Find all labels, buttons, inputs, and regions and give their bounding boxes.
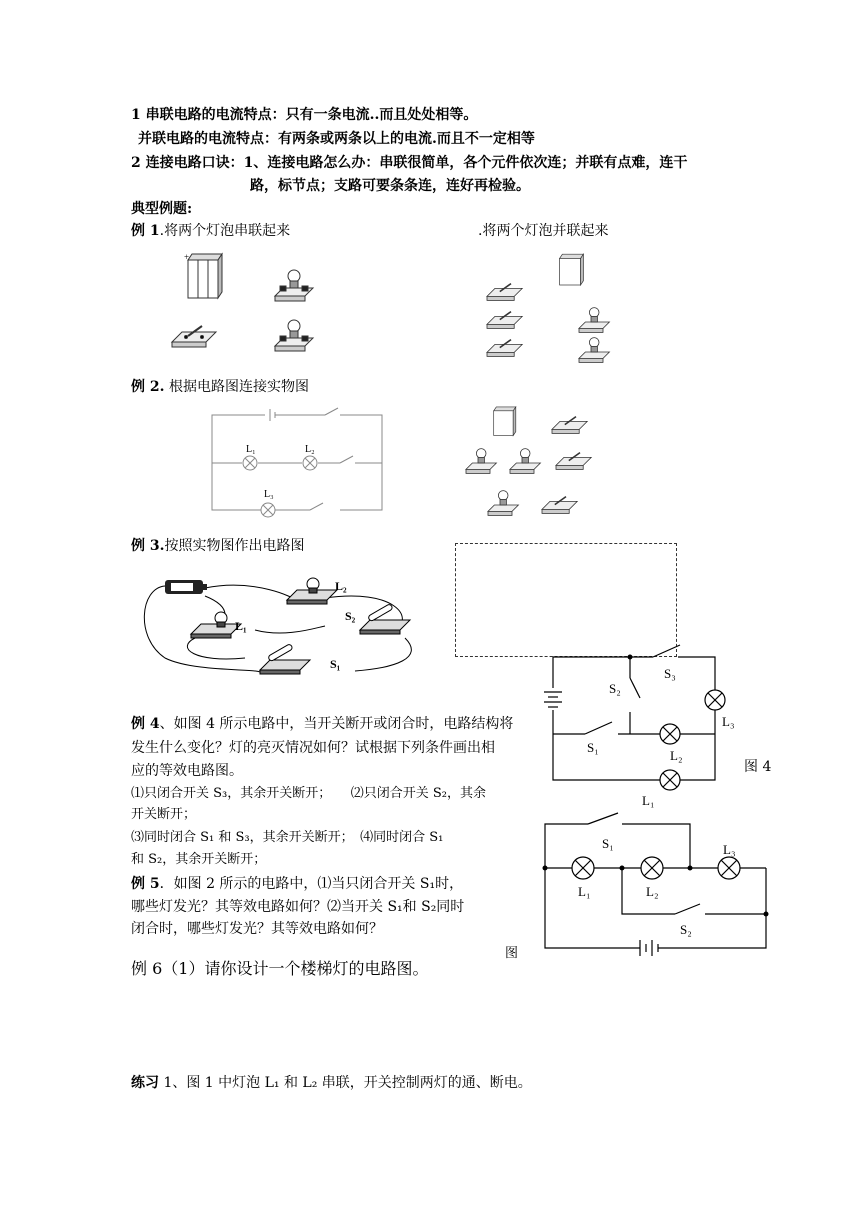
label-S3: S₃ <box>664 666 676 681</box>
ex2-circuit-diagram <box>210 405 385 520</box>
practice-text: 1、图 1 中灯泡 L₁ 和 L₂ 串联，开关控制两灯的通、断电。 <box>159 1075 532 1091</box>
label-L1: L₁ <box>235 619 247 633</box>
switch-icon <box>172 326 216 347</box>
ex1-series-components <box>170 248 350 358</box>
label-L1: L₁ <box>246 444 256 455</box>
bulb-holder-icon <box>287 578 337 604</box>
label-L2: L₂ <box>305 444 315 455</box>
figure-4-caption: 图 4 <box>744 759 772 775</box>
label-S2: S₂ <box>345 609 356 623</box>
example-4-line-5: 开关断开； <box>131 807 197 822</box>
bulb-holder-icon <box>191 612 241 638</box>
switch-icon <box>487 284 522 301</box>
example-2-text: 根据电路图连接实物图 <box>164 379 309 395</box>
battery-icon <box>560 254 584 285</box>
switch-icon <box>552 417 587 434</box>
figure-4-circuit <box>540 640 780 815</box>
example-6: 例 6（1）请你设计一个楼梯灯的电路图。 <box>131 959 429 978</box>
example-4-text-1: 、如图 4 所示电路中，当开关断开或闭合时，电路结构将 <box>159 716 514 732</box>
battery-icon <box>494 407 516 436</box>
practice-1 <box>131 1074 532 1092</box>
intro-line-1: 1 串联电路的电流特点：只有一条电流..而且处处相等。 <box>131 107 478 123</box>
bulb-holder-icon <box>275 270 313 301</box>
switch-icon <box>487 340 522 357</box>
bulb-holder-icon <box>488 491 518 516</box>
example-5-label: 例 5 <box>131 876 160 892</box>
label-S1: S₁ <box>330 657 341 671</box>
example-1-label: 例 1 <box>131 223 160 239</box>
label-L1: L₁ <box>642 793 655 808</box>
label-L1: L₁ <box>578 884 591 899</box>
label-L2: L₂ <box>670 748 683 763</box>
ex1-parallel-components <box>485 250 615 360</box>
battery-icon <box>165 580 207 594</box>
example-4-line-3: 应的等效电路图。 <box>131 763 243 779</box>
label-S1: S₁ <box>602 836 614 851</box>
example-1 <box>131 222 290 240</box>
figure-2-circuit <box>540 812 780 962</box>
bulb-holder-icon <box>579 338 609 363</box>
example-3 <box>131 537 305 555</box>
example-1-text: .将两个灯泡串联起来 <box>159 223 291 239</box>
example-2 <box>131 378 309 396</box>
practice-label: 练习 <box>131 1075 159 1091</box>
example-3-text: 按照实物图作出电路图 <box>164 538 305 554</box>
figure-2-caption: 图 <box>505 946 519 961</box>
switch-icon <box>556 453 591 470</box>
label-S2: S₂ <box>680 922 692 937</box>
bulb-holder-icon <box>466 449 496 474</box>
example-1-part-2: .将两个灯泡并联起来 <box>478 223 609 239</box>
svg-text:+: + <box>184 252 190 262</box>
example-4-line-4: ⑴只闭合开关 S₃，其余开关断开； ⑵只闭合开关 S₂，其余 <box>131 786 486 801</box>
label-S1: S₁ <box>587 740 599 755</box>
ex2-physical-components <box>462 403 602 523</box>
example-2-label: 例 2. <box>131 379 165 395</box>
example-4-line-2: 发生什么变化？灯的亮灭情况如何？试根据下列条件画出相 <box>131 740 495 756</box>
section-heading: 典型例题: <box>131 201 193 217</box>
bulb-holder-icon <box>510 449 540 474</box>
switch-icon <box>260 644 310 674</box>
example-4-label: 例 4 <box>131 716 160 732</box>
intro-line-3: 2 连接电路口诀：1、连接电路怎么办：串联很简单，各个元件依次连；并联有点难，连干 <box>131 155 688 171</box>
label-L3: L₃ <box>264 489 274 500</box>
intro-line-2: 并联电路的电流特点：有两条或两条以上的电流.而且不一定相等 <box>138 131 535 147</box>
bulb-holder-icon <box>275 320 313 351</box>
label-S2: S₂ <box>609 681 621 696</box>
example-4-line-6: ⑶同时闭合 S₁ 和 S₃，其余开关断开； ⑷同时闭合 S₁ <box>131 830 444 845</box>
battery-icon <box>184 252 222 298</box>
example-4-line-7: 和 S₂，其余开关断开； <box>131 852 267 867</box>
intro-line-4: 路，标节点；支路可要条条连，连好再检验。 <box>250 178 530 194</box>
switch-icon <box>542 497 577 514</box>
label-L3: L₃ <box>723 842 736 857</box>
switch-icon <box>487 312 522 329</box>
example-5-line-1 <box>131 875 463 893</box>
example-4-line-1 <box>131 715 513 733</box>
label-L3: L₃ <box>722 714 735 729</box>
example-5-line-3: 闭合时，哪些灯发光？其等效电路如何？ <box>131 921 383 937</box>
bulb-holder-icon <box>579 308 609 333</box>
label-L2: L₂ <box>646 884 659 899</box>
ex3-physical-circuit <box>135 568 425 683</box>
label-L2: L₂ <box>335 579 347 593</box>
example-5-text-1: ．如图 2 所示的电路中，⑴当只闭合开关 S₁时， <box>159 876 464 892</box>
example-3-label: 例 3. <box>131 538 165 554</box>
example-5-line-2: 哪些灯发光？其等效电路如何？⑵当开关 S₁和 S₂同时 <box>131 899 465 915</box>
